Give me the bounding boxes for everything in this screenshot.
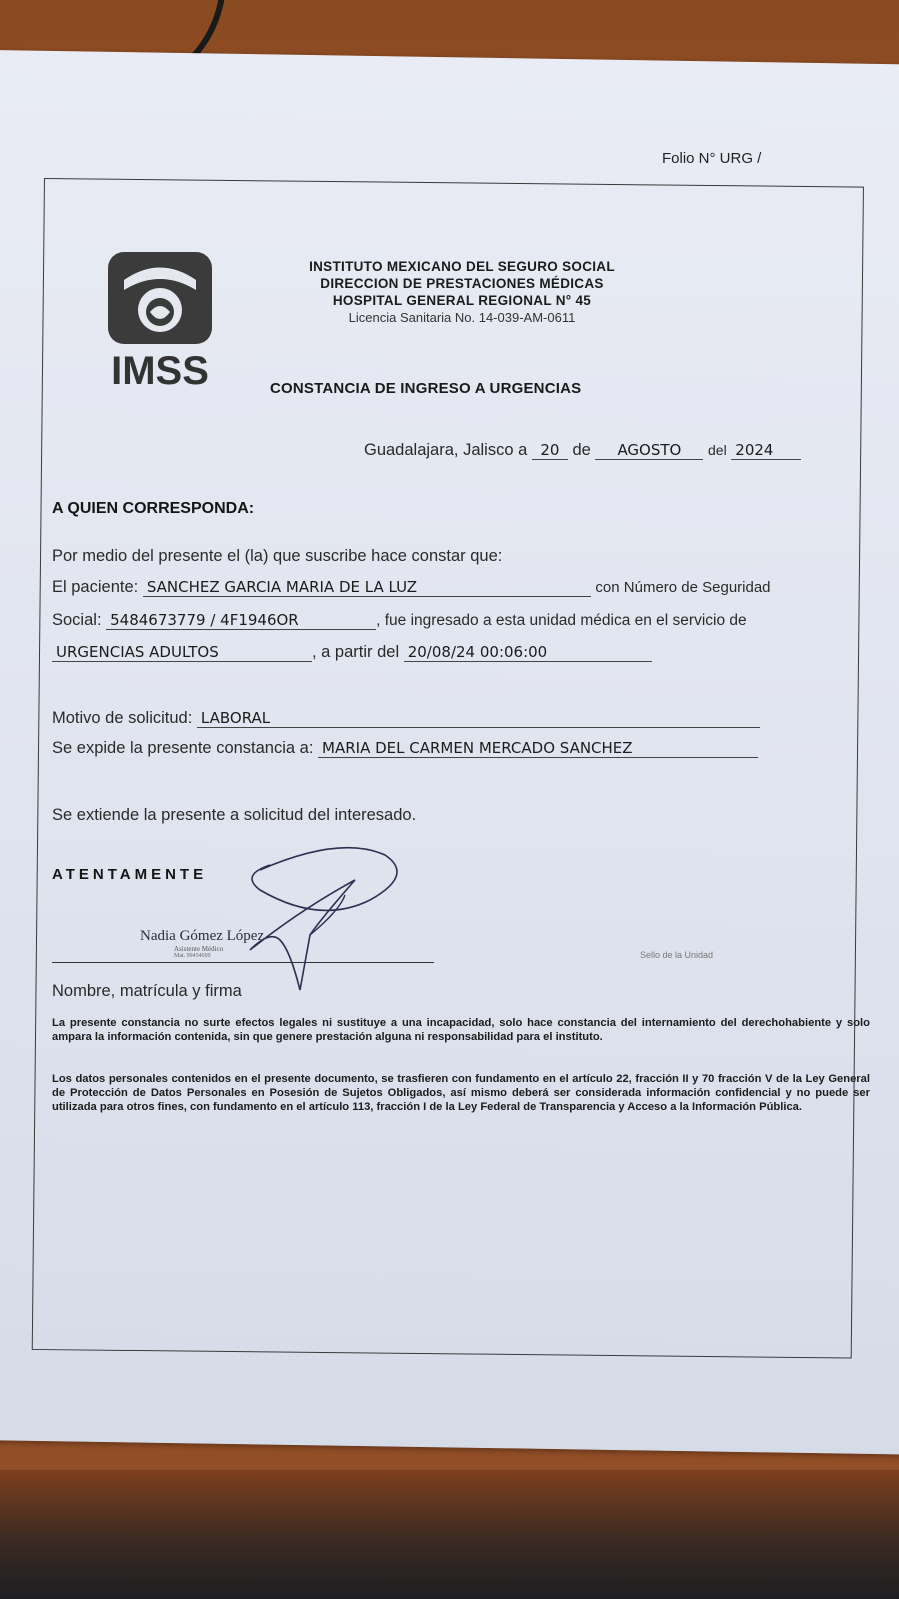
privacy-notice: Los datos personales contenidos en el presente documento, se trasfieren con fundamento en el artículo 22, fracción II y 70 fracción V de la Ley General de Protección de Datos Personales en Posesión de Sujetos Obligados, así mismo deberá ser considerada información confidencial y no puede ser utilizada para otros fines, con fundamento en el artículo 113, fracción I de la Ley Federal de Transparencia y Acceso a la Información Pública. [52, 1073, 870, 1113]
unit-seal-caption: Sello de la Unidad [640, 950, 714, 960]
desk-surface [0, 1470, 899, 1599]
reason-label: Motivo de solicitud: [52, 709, 193, 727]
signature-line [52, 962, 434, 963]
patient-line [52, 578, 771, 597]
date-place: Guadalajara, Jalisco a [364, 441, 528, 459]
nss-label-b: Social: [52, 611, 102, 629]
date-day: 20 [532, 441, 568, 460]
stamp-name: Nadia Gómez López [140, 928, 265, 944]
service-line [52, 643, 652, 662]
intro-text: Por medio del presente el (la) que suscribe hace constar que: [52, 547, 503, 565]
header-direction: DIRECCION DE PRESTACIONES MÉDICAS [320, 276, 604, 291]
request-text: Se extiende la presente a solicitud del interesado. [52, 806, 417, 824]
handwritten-signature [170, 840, 430, 1000]
issued-label: Se expide la presente constancia a: [52, 739, 314, 757]
imss-logo [104, 250, 216, 390]
folio-number: Folio N° URG / [662, 150, 762, 167]
document-title: CONSTANCIA DE INGRESO A URGENCIAS [270, 380, 582, 397]
date-del: del [708, 442, 727, 458]
svg-text:IMSS: IMSS [111, 349, 209, 390]
date-month: AGOSTO [595, 441, 703, 460]
admission-datetime: 20/08/24 00:06:00 [404, 643, 652, 662]
nss-value: 5484673779 / 4F1946OR [106, 611, 376, 630]
patient-label: El paciente: [52, 578, 139, 596]
date-year: 2024 [731, 441, 801, 460]
patient-name: SANCHEZ GARCIA MARIA DE LA LUZ [143, 578, 591, 597]
nss-line [52, 611, 747, 630]
header-license: Licencia Sanitaria No. 14-039-AM-0611 [348, 310, 576, 325]
service-name: URGENCIAS ADULTOS [52, 643, 312, 662]
date-line [364, 441, 801, 460]
closing-text: ATENTAMENTE [52, 866, 208, 883]
date-de: de [572, 441, 591, 459]
reason-value: LABORAL [197, 709, 760, 728]
signature-caption: Nombre, matrícula y firma [52, 982, 242, 1000]
header-institute: INSTITUTO MEXICANO DEL SEGURO SOCIAL [309, 259, 615, 274]
from-label: , a partir del [312, 643, 400, 661]
header-hospital: HOSPITAL GENERAL REGIONAL N° 45 [332, 293, 592, 308]
issued-to: MARIA DEL CARMEN MERCADO SANCHEZ [318, 739, 758, 758]
nss-label-a: con Número de Seguridad [595, 579, 771, 596]
stamp-matricula: Mat. 99454699 [174, 953, 211, 959]
issued-line [52, 739, 758, 758]
admitted-text: , fue ingresado a esta unidad médica en el servicio de [376, 612, 747, 629]
stamp-role: Asistente Médico [174, 945, 224, 953]
reason-line [52, 709, 760, 728]
salutation: A QUIEN CORRESPONDA: [52, 500, 255, 517]
legal-disclaimer: La presente constancia no surte efectos legales ni sustituye a una incapacidad, solo hace constancia del internamiento del derechohabiente y solo ampara la información contenida, sin que genere prestación alguna ni responsabilidad para el instituto. [52, 1017, 870, 1043]
institution-header [262, 258, 662, 326]
